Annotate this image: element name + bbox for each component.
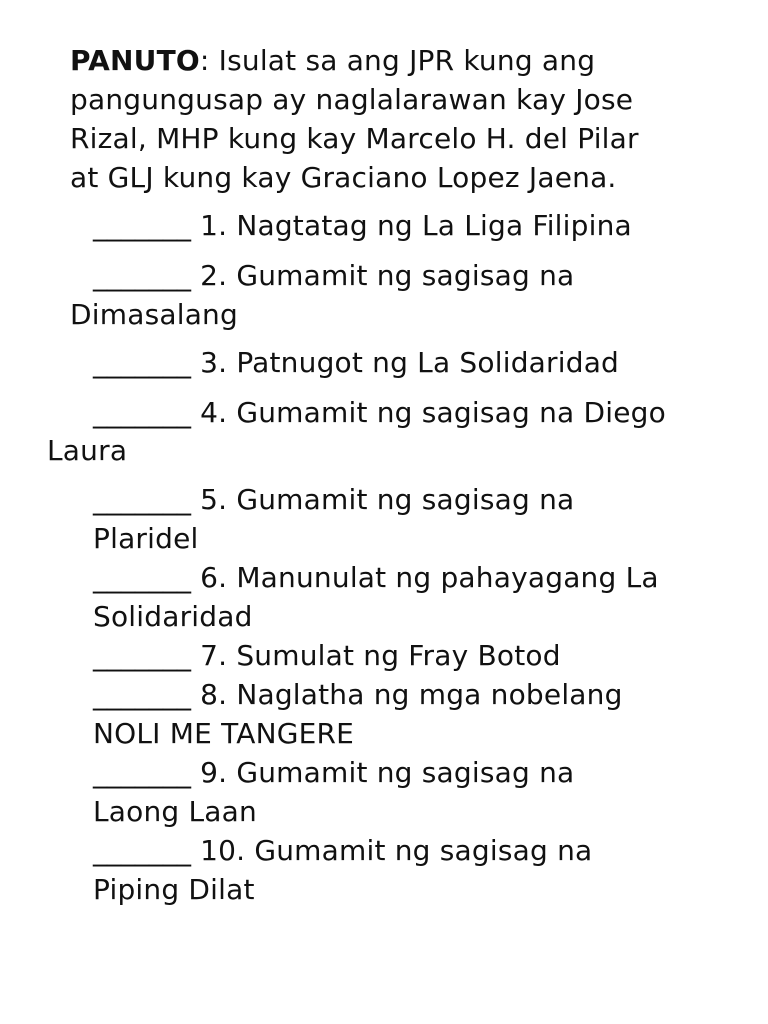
list-item xyxy=(93,636,561,675)
instructions-line-1 xyxy=(70,41,595,80)
item-continuation: Dimasalang xyxy=(70,298,238,331)
item-text: 5. Gumamit ng sagisag na xyxy=(191,483,575,516)
item-continuation: Laura xyxy=(47,434,128,467)
list-item xyxy=(93,393,666,432)
list-item xyxy=(93,831,592,870)
item-text: 3. Patnugot ng La Solidaridad xyxy=(191,346,620,379)
instructions-line-3: Rizal, MHP kung kay Marcelo H. del Pilar xyxy=(70,122,639,155)
list-item xyxy=(93,206,632,245)
instructions-line-2: pangungusap ay naglalarawan kay Jose xyxy=(70,83,634,116)
list-item xyxy=(93,480,574,519)
answer-blank: _______ xyxy=(93,756,191,789)
item-text: 7. Sumulat ng Fray Botod xyxy=(191,639,561,672)
item-text: 4. Gumamit ng sagisag na Diego xyxy=(191,396,666,429)
list-item xyxy=(93,753,574,792)
item-continuation: Plaridel xyxy=(93,522,199,555)
item-text: 9. Gumamit ng sagisag na xyxy=(191,756,575,789)
item-text: 1. Nagtatag ng La Liga Filipina xyxy=(191,209,632,242)
answer-blank: _______ xyxy=(93,209,191,242)
answer-blank: _______ xyxy=(93,678,191,711)
item-continuation: Solidaridad xyxy=(93,600,253,633)
list-item xyxy=(93,558,659,597)
item-continuation: Laong Laan xyxy=(93,795,257,828)
instructions-line-4: at GLJ kung kay Graciano Lopez Jaena. xyxy=(70,161,617,194)
instructions-text: : Isulat sa ang JPR kung ang xyxy=(199,44,596,77)
answer-blank: _______ xyxy=(93,639,191,672)
list-item xyxy=(93,675,623,714)
answer-blank: _______ xyxy=(93,483,191,516)
answer-blank: _______ xyxy=(93,561,191,594)
item-continuation: Piping Dilat xyxy=(93,873,255,906)
instructions-label: PANUTO xyxy=(70,44,200,77)
item-text: 2. Gumamit ng sagisag na xyxy=(191,259,575,292)
answer-blank: _______ xyxy=(93,259,191,292)
item-text: 10. Gumamit ng sagisag na xyxy=(191,834,593,867)
item-text: 6. Manunulat ng pahayagang La xyxy=(191,561,659,594)
answer-blank: _______ xyxy=(93,834,191,867)
list-item xyxy=(93,343,619,382)
item-text: 8. Naglatha ng mga nobelang xyxy=(191,678,623,711)
item-continuation: NOLI ME TANGERE xyxy=(93,717,355,750)
list-item xyxy=(93,256,574,295)
answer-blank: _______ xyxy=(93,396,191,429)
answer-blank: _______ xyxy=(93,346,191,379)
